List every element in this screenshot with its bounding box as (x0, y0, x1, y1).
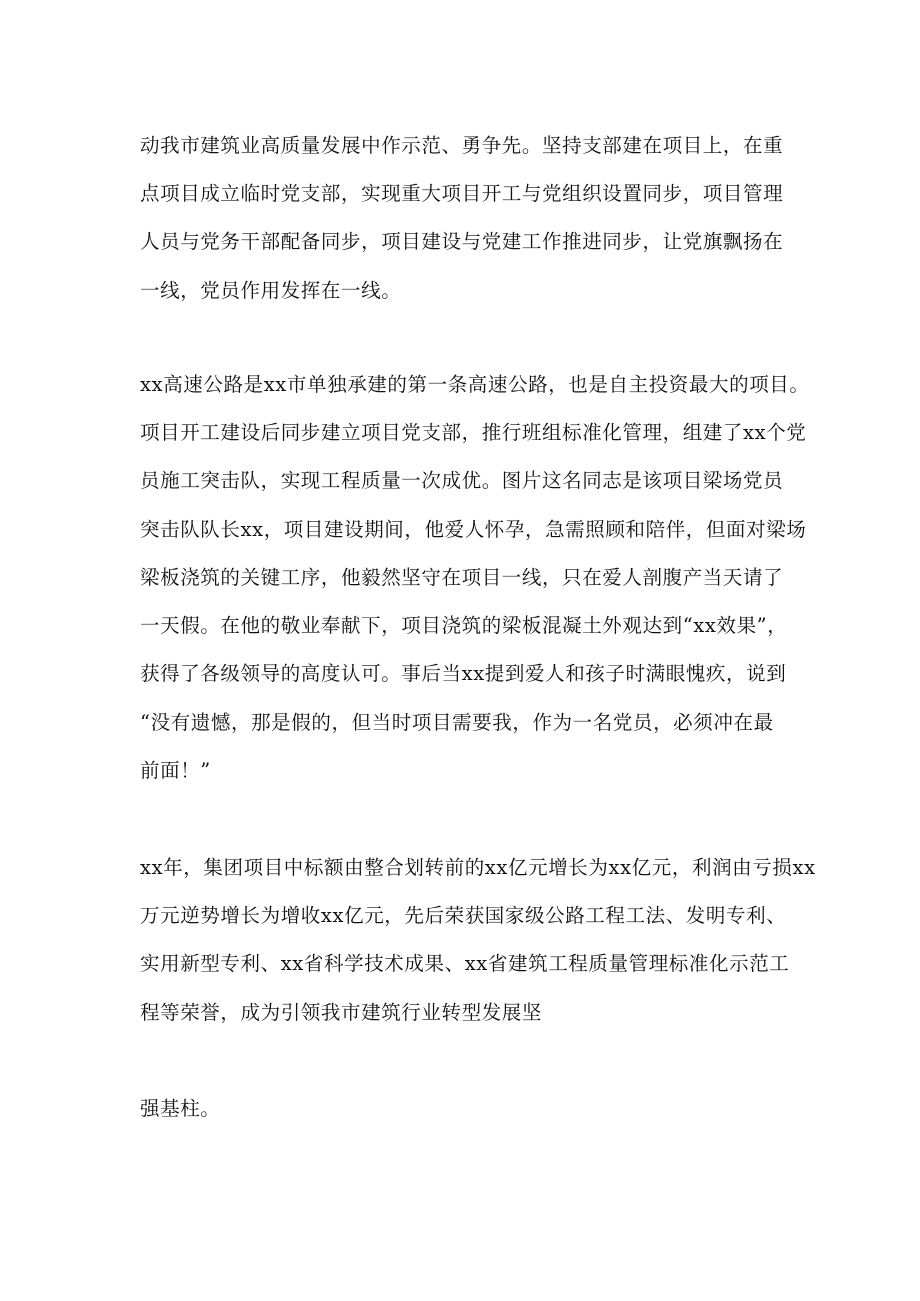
paragraph-2-line-2: 项目开工建设后同步建立项目党支部，推行班组标准化管理，组建了xx个党 (140, 421, 807, 444)
paragraph-2-line-1: xx高速公路是xx市单独承建的第一条高速公路，也是自主投资最大的项目。 (140, 373, 810, 396)
paragraph-2-line-3: 员施工突击队，实现工程质量一次成优。图片这名同志是该项目梁场党员 (140, 469, 784, 492)
paragraph-3-line-3: 实用新型专利、xx省科学技术成果、xx省建筑工程质量管理标准化示范工 (140, 952, 790, 975)
paragraph-3-line-2: 万元逆势增长为增收xx亿元，先后荣获国家级公路工程工法、发明专利、 (140, 904, 787, 927)
paragraph-2-line-9: 前面！” (140, 759, 211, 782)
paragraph-1-line-1: 动我市建筑业高质量发展中作示范、勇争先。坚持支部建在项目上，在重 (140, 134, 784, 157)
paragraph-1-line-2: 点项目成立临时党支部，实现重大项目开工与党组织设置同步，项目管理 (140, 182, 784, 205)
paragraph-2-line-7: 获得了各级领导的高度认可。事后当xx提到爱人和孩子时满眼愧疚，说到 (140, 662, 787, 685)
paragraph-3-line-1: xx年，集团项目中标额由整合划转前的xx亿元增长为xx亿元，利润由亏损xx (140, 856, 816, 879)
paragraph-2-line-4: 突击队队长xx，项目建设期间，他爱人怀孕，急需照顾和陪伴，但面对梁场 (140, 518, 807, 541)
paragraph-2-line-8: “没有遗憾，那是假的，但当时项目需要我，作为一名党员，必须冲在最 (140, 711, 774, 734)
paragraph-3-line-4: 程等荣誉，成为引领我市建筑行业转型发展坚 (140, 1001, 543, 1024)
paragraph-1-line-3: 人员与党务干部配备同步，项目建设与党建工作推进同步，让党旗飘扬在 (140, 230, 784, 253)
paragraph-2-line-5: 梁板浇筑的关键工序，他毅然坚守在项目一线，只在爱人剖腹产当天请了 (140, 566, 784, 589)
paragraph-1-line-4: 一线，党员作用发挥在一线。 (140, 279, 402, 302)
paragraph-4-line-1: 强基柱。 (140, 1097, 221, 1120)
paragraph-2-line-6: 一天假。在他的敬业奉献下，项目浇筑的梁板混凝土外观达到“xx效果”， (140, 614, 788, 637)
